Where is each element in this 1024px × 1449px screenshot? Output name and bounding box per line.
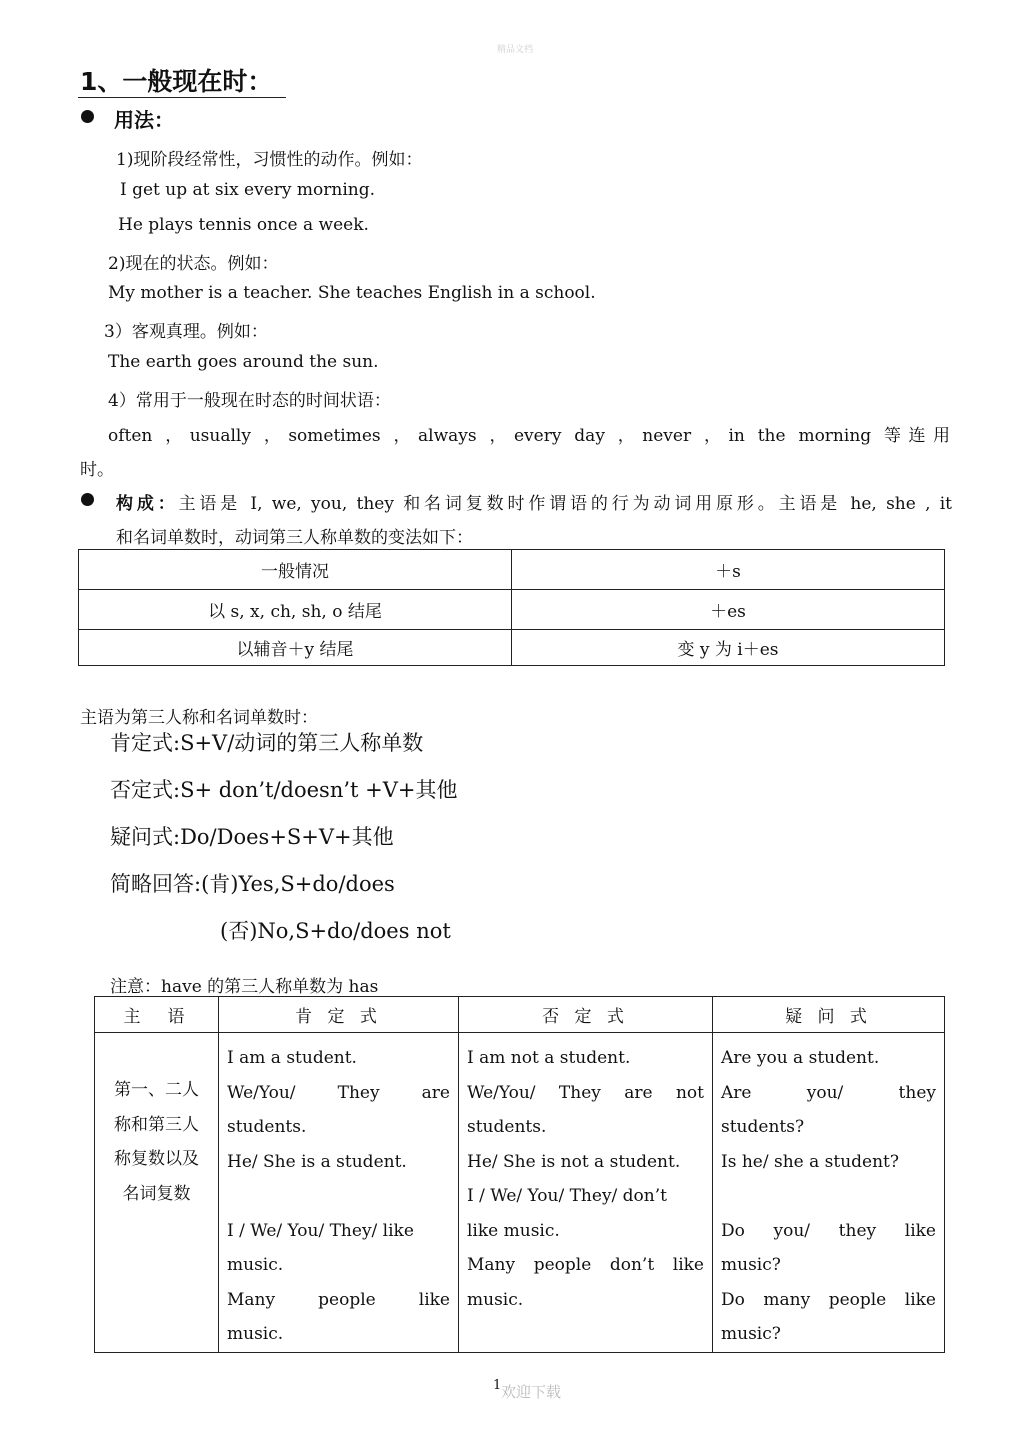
third-person-rules-table [78,549,945,666]
affirmative-cell [219,1033,459,1353]
header-affirmative: 肯 定 式 [219,997,459,1033]
cell-line: I / We/ You/ They/ don’t [467,1186,667,1206]
subject-line: 名词复数 [122,1183,191,1204]
usage-heading: 用法： [114,108,174,132]
cell-line: I am a student. [227,1048,357,1068]
usage-line: 3）客观真理。例如： [104,322,268,342]
sentence-forms-table [94,996,945,1353]
table-cell: 以 s, x, ch, sh, o 结尾 [79,590,512,630]
table-row [95,1033,945,1353]
negative-form: 否定式:S+ don’t/doesn’t +V+其他 [110,778,458,802]
cell-line: students. [227,1117,307,1137]
table-cell: ＋s [512,550,945,590]
note-text: 注意：have 的第三人称单数为 has [110,977,379,997]
cell-line: like music. [467,1220,560,1241]
usage-line: 时。 [80,460,114,480]
bullet-icon [81,493,94,506]
subject-line: 称和第三人 [114,1114,199,1135]
question-cell [713,1033,945,1353]
usage-line: 4）常用于一般现在时态的时间状语： [108,391,391,411]
formation-heading: 构成： [116,494,179,514]
third-person-intro: 主语为第三人称和名词单数时： [80,708,318,728]
page-number: 1 [493,1378,502,1393]
title-underline [78,97,286,98]
table-cell: 变 y 为 i＋es [512,630,945,666]
cell-line [227,1179,450,1214]
cell-line: I am not a student. [467,1048,631,1068]
formation-line-2: 和名词单数时，动词第三人称单数的变法如下： [116,528,473,548]
cell-line: music? [721,1255,781,1275]
cell-line: We/You/ They are [227,1082,450,1103]
usage-time-adverbials: often ，usually ，sometimes ，always ，every day ，never ，in the morning 等连用 [108,426,950,446]
header-question: 疑 问 式 [713,997,945,1033]
formation-text: 主语是 I, we, you, they 和名词复数时作谓语的行为动词用原形。主语是 he, she , it [178,494,953,514]
header-negative: 否 定 式 [459,997,713,1033]
cell-line: Do you/ they like [721,1220,936,1241]
formation-line-1 [116,489,952,514]
short-answer-yes: 简略回答:(肯)Yes,S+do/does [110,872,395,896]
subject-cell [95,1033,219,1353]
affirmative-form: 肯定式:S+V/动词的第三人称单数 [110,731,424,755]
footer-text: 欢迎下载 [501,1383,562,1401]
cell-line: I / We/ You/ They/ like [227,1220,414,1241]
cell-line: Are you a student. [721,1048,880,1068]
usage-example: He plays tennis once a week. [118,215,369,235]
usage-example: My mother is a teacher. She teaches English in a school. [108,283,596,303]
usage-example: The earth goes around the sun. [108,352,379,372]
usage-line: 2)现在的状态。例如： [108,254,279,274]
cell-line: students? [721,1117,805,1137]
cell-line: Many people don’t like [467,1255,704,1275]
table-row [79,630,945,666]
table-row [79,590,945,630]
table-row [79,550,945,590]
table-cell: ＋es [512,590,945,630]
cell-line: music. [227,1255,284,1275]
usage-example: I get up at six every morning. [120,180,376,200]
cell-line: He/ She is a student. [227,1151,407,1172]
cell-line: Are you/ they [721,1082,936,1103]
usage-line: 1)现阶段经常性，习惯性的动作。例如： [116,150,423,170]
cell-line: Many people like [227,1289,450,1310]
cell-line: music. [467,1289,524,1310]
cell-line [721,1179,936,1214]
header-subject: 主 语 [95,997,219,1033]
bullet-icon [81,110,94,123]
cell-line: He/ She is not a student. [467,1151,681,1172]
subject-line: 第一、二人 [114,1080,199,1100]
subject-line: 称复数以及 [114,1149,199,1169]
table-cell: 以辅音＋y 结尾 [79,630,512,666]
short-answer-no: (否)No,S+do/does not [220,919,451,943]
cell-line: We/You/ They are not [467,1082,704,1103]
negative-cell [459,1033,713,1353]
cell-line: music? [721,1324,781,1344]
page-title: 1、一般现在时： [80,67,273,96]
table-cell: 一般情况 [79,550,512,590]
cell-line: Is he/ she a student? [721,1151,900,1172]
cell-line: students. [467,1117,547,1137]
cell-line: Do many people like [721,1289,936,1310]
watermark-text: 精品文档 [497,45,534,55]
table-header-row [95,997,945,1033]
question-form: 疑问式:Do/Does+S+V+其他 [110,825,394,849]
cell-line: music. [227,1324,284,1344]
